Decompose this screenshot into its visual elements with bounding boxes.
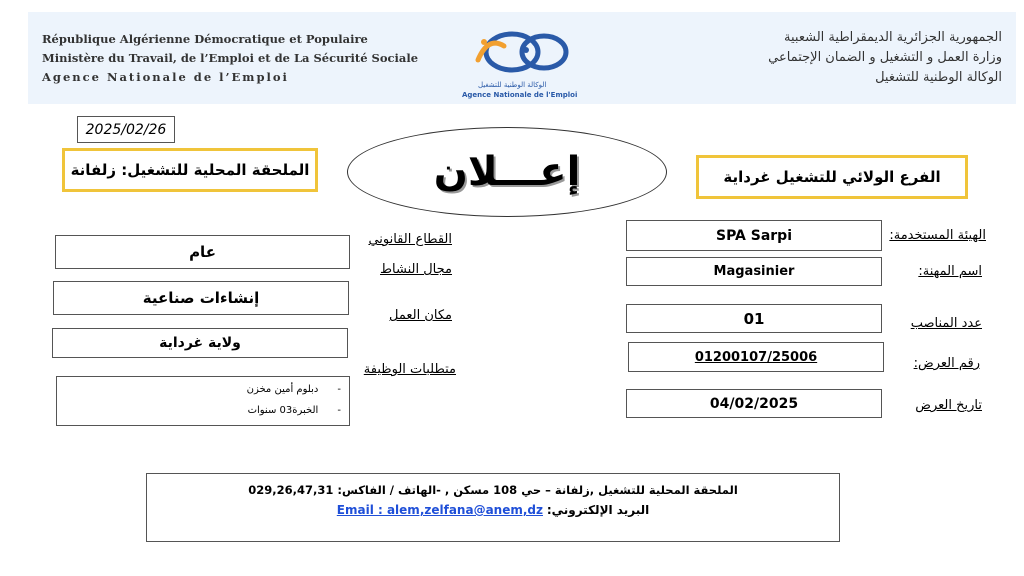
header-fr-line2: Ministère du Travail, de l’Emploi et de La Sécurité Sociale (42, 51, 419, 65)
positions-value: 01 (626, 304, 882, 333)
logo-fr-text: Agence Nationale de l'Emploi (462, 91, 578, 99)
requirement-item: - الخبرة03 سنوات (247, 405, 341, 416)
requirements-box (56, 376, 350, 426)
logo-ar-text: الوكالة الوطنية للتشغيل (478, 81, 547, 89)
header-ar-line2: وزارة العمل و التشغيل و الضمان الإجتماعي (768, 50, 1002, 65)
header-ar-line1: الجمهورية الجزائرية الديمقراطية الشعبية (784, 30, 1002, 45)
employer-value: SPA Sarpi (626, 220, 882, 251)
header-band (28, 12, 1016, 104)
sector-label: القطاع القانوني (368, 232, 452, 247)
offer-number-label: رقم العرض: (913, 356, 980, 371)
contact-email-row (147, 503, 839, 517)
email-link[interactable]: Email : alem,zelfana@anem,dz (336, 503, 543, 517)
sector-value: عام (55, 235, 350, 269)
offer-number-value: 01200107/25006 (628, 342, 884, 372)
requirement-item: - دبلوم أمين مخزن (246, 384, 341, 395)
page-title: إعـــلان (433, 149, 581, 195)
activity-label: مجال النشاط (380, 262, 452, 277)
positions-label: عدد المناصب (910, 316, 982, 331)
header-fr-line1: République Algérienne Démocratique et Populaire (42, 32, 368, 46)
job-label: اسم المهنة: (918, 264, 982, 279)
header-fr-line3: Agence Nationale de l’Emploi (42, 70, 289, 84)
title-ellipse (347, 127, 667, 217)
local-annex-box: الملحقة المحلية للتشغيل: زلفانة (62, 148, 318, 192)
contact-address: الملحقة المحلية للتشغيل ,زلفانة – حي 108 مسكن , -الهاتف / الفاكس: 029,26,47,31 (248, 483, 738, 497)
workplace-value: ولاية غرداية (52, 328, 348, 358)
anem-logo-icon (448, 26, 584, 82)
anem-logo (448, 26, 584, 102)
employer-label: الهيئة المستخدمة: (889, 228, 986, 243)
offer-date-label: تاريخ العرض (915, 398, 982, 413)
contact-box (146, 473, 840, 542)
email-label: البريد الإلكتروني: (546, 503, 650, 517)
job-value: Magasinier (626, 257, 882, 286)
workplace-label: مكان العمل (389, 308, 452, 323)
offer-date-value: 04/02/2025 (626, 389, 882, 418)
requirements-label: متطلبات الوظيفة (363, 362, 456, 377)
branch-box: الفرع الولائي للتشغيل غرداية (696, 155, 968, 199)
header-ar-line3: الوكالة الوطنية للتشغيل (875, 70, 1002, 85)
activity-value: إنشاءات صناعية (53, 281, 349, 315)
announcement-date: 2025/02/26 (77, 116, 175, 143)
